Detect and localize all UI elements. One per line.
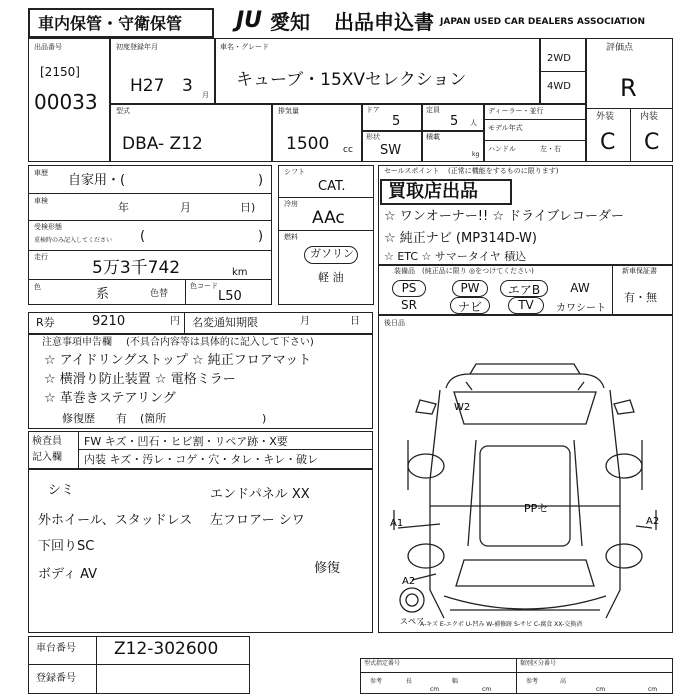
evaluation-score: R <box>620 74 637 102</box>
inspection-month: 月 <box>180 201 191 214</box>
exterior-label: 外装 <box>596 112 615 122</box>
footer-vdivider <box>516 658 517 694</box>
chassis-vdivider <box>96 636 97 694</box>
damage-arrow-a2-left <box>412 574 436 580</box>
reception-label: 受検形態 <box>34 223 62 231</box>
notes-line-3: ☆ 革巻きステアリング <box>44 391 176 406</box>
reception-open: ( <box>140 229 146 244</box>
footer-hdivider <box>360 672 673 673</box>
db-div-2 <box>278 230 374 231</box>
inspector-vdivider <box>78 431 79 469</box>
equip-aw: AW <box>570 281 590 295</box>
warranty-label: 新車保証書 <box>622 267 657 275</box>
sales-line-1: ☆ ワンオーナー!! ☆ ドライブレコーダー <box>384 209 624 224</box>
diagram-label-w2: W2 <box>454 402 471 413</box>
height-label: 高 <box>560 678 567 685</box>
equip-airbag: エアB <box>507 283 541 297</box>
model-label: 型式 <box>116 107 130 115</box>
left-mirror <box>416 400 436 414</box>
diagram-label-pp: PPセ <box>524 502 549 515</box>
sales-badge: 買取店出品 <box>388 181 478 202</box>
recycle-value: 9210 <box>92 314 126 329</box>
car-roof-edge <box>470 364 580 374</box>
inspection-label: 車検 <box>34 197 48 205</box>
color-value: 系 <box>96 287 110 302</box>
headlight-lines <box>466 382 584 390</box>
right-body <box>606 390 620 618</box>
deadline-month: 月 <box>300 316 310 327</box>
sales-line-3: ☆ ETC ☆ サマータイヤ 積込 <box>384 250 527 263</box>
equipment-note: (純正品に限り ◎をつけてください) <box>422 267 534 275</box>
repair-close: ) <box>262 412 267 425</box>
equip-kawaseat: カワシート <box>556 303 606 314</box>
left-body <box>430 390 444 618</box>
car-damage-diagram <box>380 360 672 632</box>
model-year-label: モデル年式 <box>488 124 523 132</box>
fuel-gas: ガソリン <box>310 247 354 260</box>
dealer-divider-2 <box>484 140 586 141</box>
lot-number: 00033 <box>34 90 98 114</box>
handle-options: 左・右 <box>540 145 561 153</box>
remark-2: エンドパネル XX <box>210 487 310 502</box>
notes-line-1: ☆ アイドリングストップ ☆ 純正フロアマット <box>44 353 312 368</box>
deadline-label: 名変通知期限 <box>192 316 258 329</box>
interior-grade: C <box>644 130 660 155</box>
reception-close: ) <box>258 229 264 244</box>
dealer-label: ディーラー・並行 <box>488 107 544 115</box>
remark-5: 下回りSC <box>38 539 95 554</box>
left-rear-wheel <box>408 544 444 568</box>
equipment-divider <box>612 265 613 315</box>
storage-label-box <box>28 8 214 38</box>
width-label: 幅 <box>452 678 459 685</box>
equip-navi: ナビ <box>457 300 482 314</box>
equip-pw: PW <box>460 281 480 295</box>
mileage-value: 5万3千742 <box>92 258 181 278</box>
remark-1: シミ <box>48 483 75 498</box>
mileage-label: 走行 <box>34 253 48 261</box>
shape-value: SW <box>380 143 402 158</box>
notes-note: (不具合内容等は具体的に記入して下さい) <box>126 337 314 348</box>
width-unit: cm <box>482 686 492 693</box>
exterior-grade: C <box>600 130 616 155</box>
rear-bumper <box>444 596 606 609</box>
designation-label: 型式指定番号 <box>364 660 401 667</box>
color-code-label: 色コード <box>190 282 218 290</box>
right-rear-wheel <box>606 544 642 568</box>
vb-div-3 <box>28 250 272 251</box>
remark-6: ボディ AV <box>38 567 98 582</box>
vb-div-4 <box>28 279 272 280</box>
capacity-unit: 人 <box>470 119 477 127</box>
repair-place: (箇所 <box>140 412 167 425</box>
chassis-divider <box>28 664 250 665</box>
diagram-legend: A-キズ E-エクボ U-凹み W-補修跡 S-サビ C-腐食 XX-交換済 <box>420 621 583 628</box>
equip-ps: PS <box>401 281 417 295</box>
color-divider <box>185 279 186 305</box>
left-front-wheel <box>408 454 444 478</box>
warranty-options: 有・無 <box>624 291 657 304</box>
chassis-label: 車台番号 <box>36 643 76 654</box>
length-unit: cm <box>430 686 440 693</box>
rear-label: 後日品 <box>384 319 405 327</box>
sales-note: (正常に機能をするものに限ります) <box>448 167 559 175</box>
dealer-divider-1 <box>484 119 586 120</box>
spare-label: スペア <box>400 617 424 626</box>
color-label: 色 <box>34 283 41 291</box>
registration-month: 3 <box>182 76 193 96</box>
car-name-value: キューブ・15XVセレクション <box>236 70 467 90</box>
car-name-label: 車名・グレード <box>220 43 269 51</box>
spare-tire-hub <box>406 594 418 606</box>
evaluation-label: 評価点 <box>606 43 634 53</box>
org-name: 愛知 <box>270 10 310 34</box>
db-div-1 <box>278 197 374 198</box>
notes-line-2: ☆ 横滑り防止装置 ☆ 電格ミラー <box>44 372 236 387</box>
repair-label: 修復歴 <box>62 412 95 425</box>
car-roof-panel <box>480 446 570 546</box>
deadline-day: 日 <box>350 316 360 327</box>
doors-label: ドア <box>366 106 380 114</box>
damage-arrow-a1 <box>398 524 440 528</box>
fuel-diesel: 軽 油 <box>318 271 344 284</box>
rear-window <box>456 560 594 586</box>
logo: JU <box>236 8 263 33</box>
pillar-lines <box>468 440 582 546</box>
reception-note: 重検時のみ記入してください <box>34 237 113 244</box>
interior-label: 内装 <box>640 112 659 122</box>
inspection-year: 年 <box>118 201 129 214</box>
vb-div-2 <box>28 220 272 221</box>
mileage-unit: km <box>232 267 248 278</box>
equip-sr: SR <box>401 298 417 312</box>
windshield <box>454 392 596 424</box>
inspector-divider <box>78 449 373 450</box>
history-value: 自家用・( <box>68 173 126 188</box>
displacement-label: 排気量 <box>278 107 299 115</box>
cooling-label: 冷房 <box>284 200 298 208</box>
repair-value: 有 <box>116 412 127 425</box>
shift-label: シフト <box>284 168 305 176</box>
recycle-divider <box>184 312 185 334</box>
remark-4: 左フロアー シワ <box>210 513 305 528</box>
fuel-label: 燃料 <box>284 233 298 241</box>
end-unit: cm <box>648 686 658 693</box>
equip-tv: TV <box>518 298 534 312</box>
recycle-label: R券 <box>36 316 55 329</box>
vehicle-block <box>28 165 272 305</box>
color-replace-label: 色替 <box>150 289 169 299</box>
drive-2wd: 2WD <box>547 53 571 64</box>
height-unit: cm <box>596 686 606 693</box>
cooling-value: AAc <box>312 208 345 228</box>
history-close: ) <box>258 173 264 188</box>
registration-number-label: 登録番号 <box>36 673 76 684</box>
capacity-label: 定員 <box>426 106 440 114</box>
displacement-value: 1500 <box>286 134 330 154</box>
shift-value: CAT. <box>318 179 346 194</box>
doors-value: 5 <box>392 114 401 129</box>
model-value: DBA- Z12 <box>122 134 203 154</box>
inspector-row-2: 内装 キズ・汚レ・コゲ・穴・タレ・キレ・破レ <box>84 453 319 466</box>
vb-div-1 <box>28 193 272 194</box>
displacement-unit: cc <box>343 145 353 155</box>
spare-tire <box>400 588 424 612</box>
diagram-label-a2-left: A2 <box>402 576 416 587</box>
inspector-label-1: 検査員 <box>32 436 62 447</box>
right-mirror <box>614 400 634 414</box>
capacity-value: 5 <box>450 114 459 129</box>
drive-4wd: 4WD <box>547 81 571 92</box>
load-label: 積載 <box>426 133 440 141</box>
left-side-line <box>394 440 408 530</box>
evaluation-mid <box>630 108 631 162</box>
ref-label-2: 参考 <box>526 678 539 685</box>
diagram-label-a2-right: A2 <box>646 516 660 527</box>
doc-title: 出品申込書 <box>334 10 434 34</box>
sales-line-2: ☆ 純正ナビ (MP314D-W) <box>384 231 537 246</box>
category-label: 類別区分番号 <box>520 660 557 667</box>
drive-divider <box>540 71 586 72</box>
notes-label: 注意事項申告欄 <box>42 337 112 348</box>
remark-3: 外ホイール、スタッドレス <box>38 513 193 528</box>
remark-7: 修復 <box>314 561 341 576</box>
load-unit: kg <box>472 151 480 158</box>
history-label: 車歴 <box>34 169 48 177</box>
diagram-label-a1: A1 <box>390 518 404 529</box>
chassis-value: Z12-302600 <box>114 639 219 659</box>
inspector-label-2: 記入欄 <box>32 452 62 463</box>
right-front-wheel <box>606 454 642 478</box>
shape-label: 形状 <box>366 133 380 141</box>
inspector-row-1: FW キズ・凹石・ヒビ割・リペア跡・X要 <box>84 435 288 448</box>
registration-year: H27 <box>130 76 165 96</box>
lot-bracket: [2150] <box>40 65 80 79</box>
color-code-value: L50 <box>218 289 242 304</box>
inspection-day: 日) <box>240 201 256 214</box>
equipment-label: 装備品 <box>394 267 415 275</box>
handle-label: ハンドル <box>488 145 516 153</box>
registration-label: 初度登録年月 <box>116 43 158 51</box>
registration-month-unit: 月 <box>202 91 209 99</box>
ref-label-1: 参考 <box>370 678 383 685</box>
recycle-unit: 円 <box>170 316 180 327</box>
length-label: 長 <box>406 678 413 685</box>
lot-label: 出品番号 <box>34 43 62 51</box>
org-english: JAPAN USED CAR DEALERS ASSOCIATION <box>440 17 645 27</box>
storage-label: 車内保管・守衛保管 <box>38 14 183 33</box>
sales-label: セールスポイント <box>384 167 440 175</box>
